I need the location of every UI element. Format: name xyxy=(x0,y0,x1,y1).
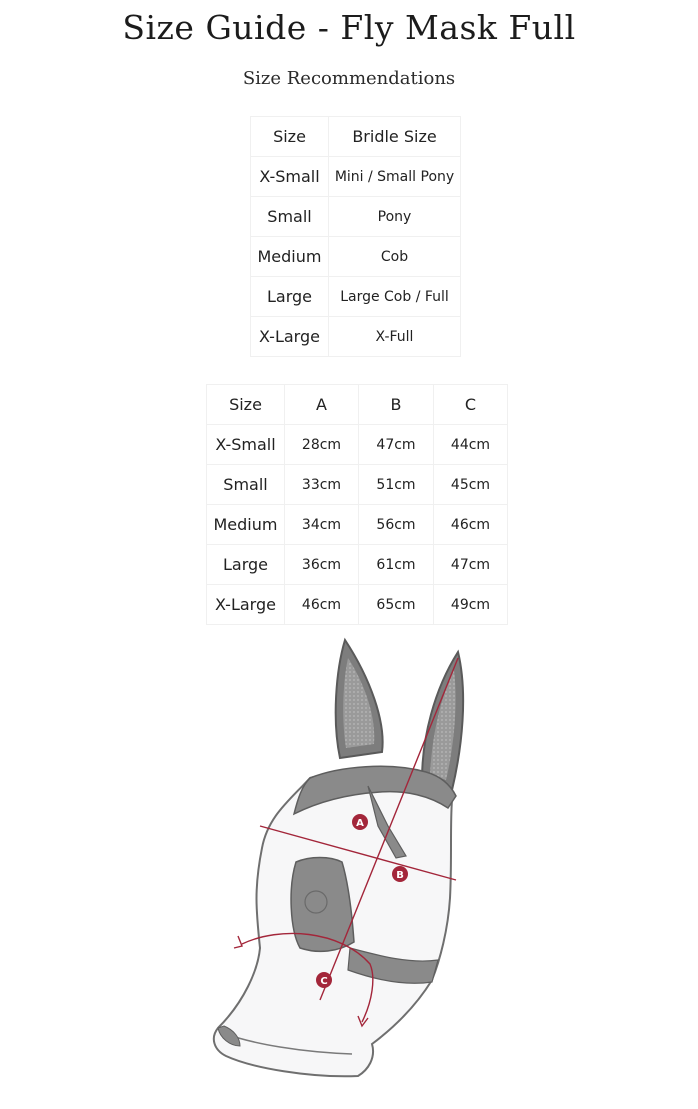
left-ear-shape xyxy=(336,640,383,758)
size-cell: Small xyxy=(207,465,285,505)
marker-b xyxy=(392,866,408,882)
svg-text:B: B xyxy=(396,870,404,881)
size-cell: X-Large xyxy=(207,585,285,625)
measure-c-cell: 47cm xyxy=(434,545,508,585)
right-ear-shape xyxy=(422,652,463,790)
size-cell: X-Small xyxy=(207,425,285,465)
bridle-size-cell: Large Cob / Full xyxy=(329,277,461,317)
measure-c-cell: 49cm xyxy=(434,585,508,625)
measure-b-cell: 51cm xyxy=(359,465,434,505)
table-row xyxy=(251,157,461,197)
bridle-size-cell: Pony xyxy=(329,197,461,237)
page-title: Size Guide - Fly Mask Full xyxy=(122,8,576,47)
measure-a-cell: 36cm xyxy=(285,545,359,585)
table-row xyxy=(251,237,461,277)
measure-c-cell: 45cm xyxy=(434,465,508,505)
size-cell: Small xyxy=(251,197,329,237)
header-size: Size xyxy=(251,117,329,157)
fly-mask-diagram xyxy=(200,630,500,1090)
table-row xyxy=(207,585,508,625)
header-c: C xyxy=(434,385,508,425)
size-cell: X-Large xyxy=(251,317,329,357)
measure-a-cell: 28cm xyxy=(285,425,359,465)
size-cell: X-Small xyxy=(251,157,329,197)
marker-c xyxy=(316,972,332,988)
table-row xyxy=(251,197,461,237)
header-bridle-size: Bridle Size xyxy=(329,117,461,157)
table-row xyxy=(251,277,461,317)
bridle-size-cell: Mini / Small Pony xyxy=(329,157,461,197)
measurements-table xyxy=(206,384,508,625)
table-row xyxy=(207,425,508,465)
measure-a-cell: 34cm xyxy=(285,505,359,545)
table-row xyxy=(207,465,508,505)
marker-a xyxy=(352,814,368,830)
table-row xyxy=(207,545,508,585)
measure-b-cell: 56cm xyxy=(359,505,434,545)
header-a: A xyxy=(285,385,359,425)
measure-a-cell: 46cm xyxy=(285,585,359,625)
bridle-size-cell: Cob xyxy=(329,237,461,277)
table-row xyxy=(207,505,508,545)
bridle-size-cell: X-Full xyxy=(329,317,461,357)
measure-b-cell: 47cm xyxy=(359,425,434,465)
size-recommendations-table xyxy=(250,116,461,357)
section-subtitle: Size Recommendations xyxy=(242,68,456,89)
size-cell: Medium xyxy=(251,237,329,277)
size-cell: Large xyxy=(207,545,285,585)
measure-a-cell: 33cm xyxy=(285,465,359,505)
table-row xyxy=(251,317,461,357)
measure-b-cell: 65cm xyxy=(359,585,434,625)
svg-text:C: C xyxy=(320,976,328,987)
svg-text:A: A xyxy=(356,818,364,829)
size-cell: Large xyxy=(251,277,329,317)
measure-b-cell: 61cm xyxy=(359,545,434,585)
measure-c-cell: 46cm xyxy=(434,505,508,545)
header-b: B xyxy=(359,385,434,425)
header-size: Size xyxy=(207,385,285,425)
mask-body-shape xyxy=(214,766,456,1076)
table-header-row xyxy=(251,117,461,157)
table-header-row xyxy=(207,385,508,425)
measure-c-cell: 44cm xyxy=(434,425,508,465)
size-cell: Medium xyxy=(207,505,285,545)
